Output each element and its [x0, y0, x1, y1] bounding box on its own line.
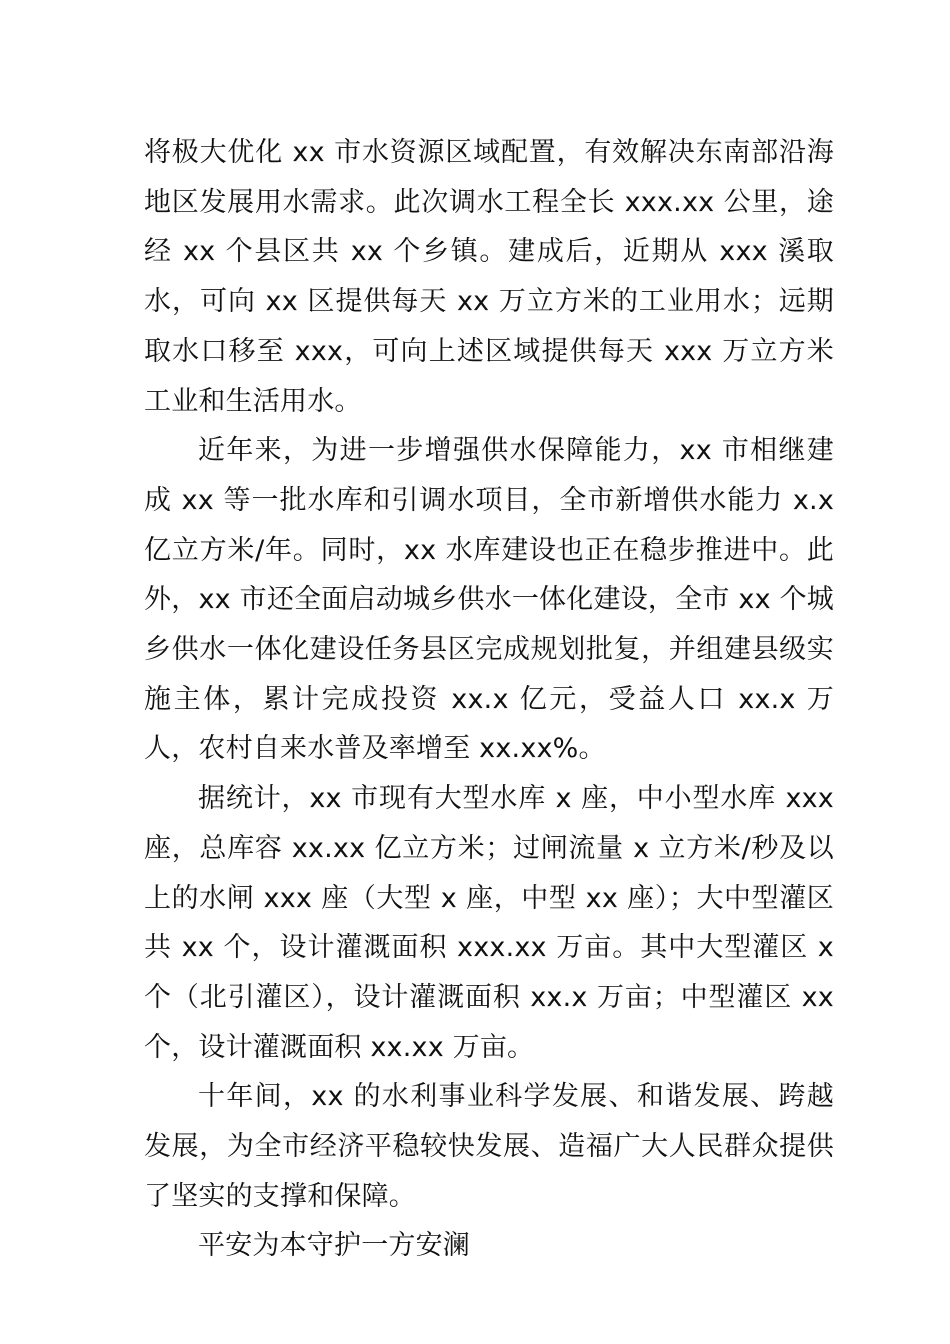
paragraph-3: 据统计，xx 市现有大型水库 x 座，中小型水库 xxx 座，总库容 xx.xx 亿立方米；过闸流量 x 立方米/秒及以上的水闸 xxx 座（大型 x 座，中型 xx 座）；大中型灌区共 xx 个，设计灌溉面积 xxx.xx 万亩。其中大型灌区 x 个（北引灌区），设计灌溉面积 xx.x 万亩；中型灌区 xx 个，设计灌溉面积 xx.xx 万亩。 — [144, 783, 834, 1063]
paragraph-1: 将极大优化 xx 市水资源区域配置，有效解决东南部沿海地区发展用水需求。此次调水工程全长 xxx.xx 公里，途经 xx 个县区共 xx 个乡镇。建成后，近期从 xxx 溪取水，可向 xx 区提供每天 xx 万立方米的工业用水；远期取水口移至 xxx，可向上述区域提供每天 xxx 万立方米工业和生活用水。 — [144, 137, 834, 417]
paragraph-4: 十年间，xx 的水利事业科学发展、和谐发展、跨越发展，为全市经济平稳较快发展、造福广大人民群众提供了坚实的支撑和保障。 — [144, 1081, 834, 1212]
paragraph-2: 近年来，为进一步增强供水保障能力，xx 市相继建成 xx 等一批水库和引调水项目，全市新增供水能力 x.x 亿立方米/年。同时，xx 水库建设也正在稳步推进中。此外，xx 市还全面启动城乡供水一体化建设，全市 xx 个城乡供水一体化建设任务县区完成规划批复，并组建县级实施主体，累计完成投资 xx.x 亿元，受益人口 xx.x 万人，农村自来水普及率增至 xx.xx%。 — [144, 435, 834, 765]
document-body — [144, 128, 834, 1271]
section-heading: 平安为本守护一方安澜 — [198, 1230, 470, 1262]
